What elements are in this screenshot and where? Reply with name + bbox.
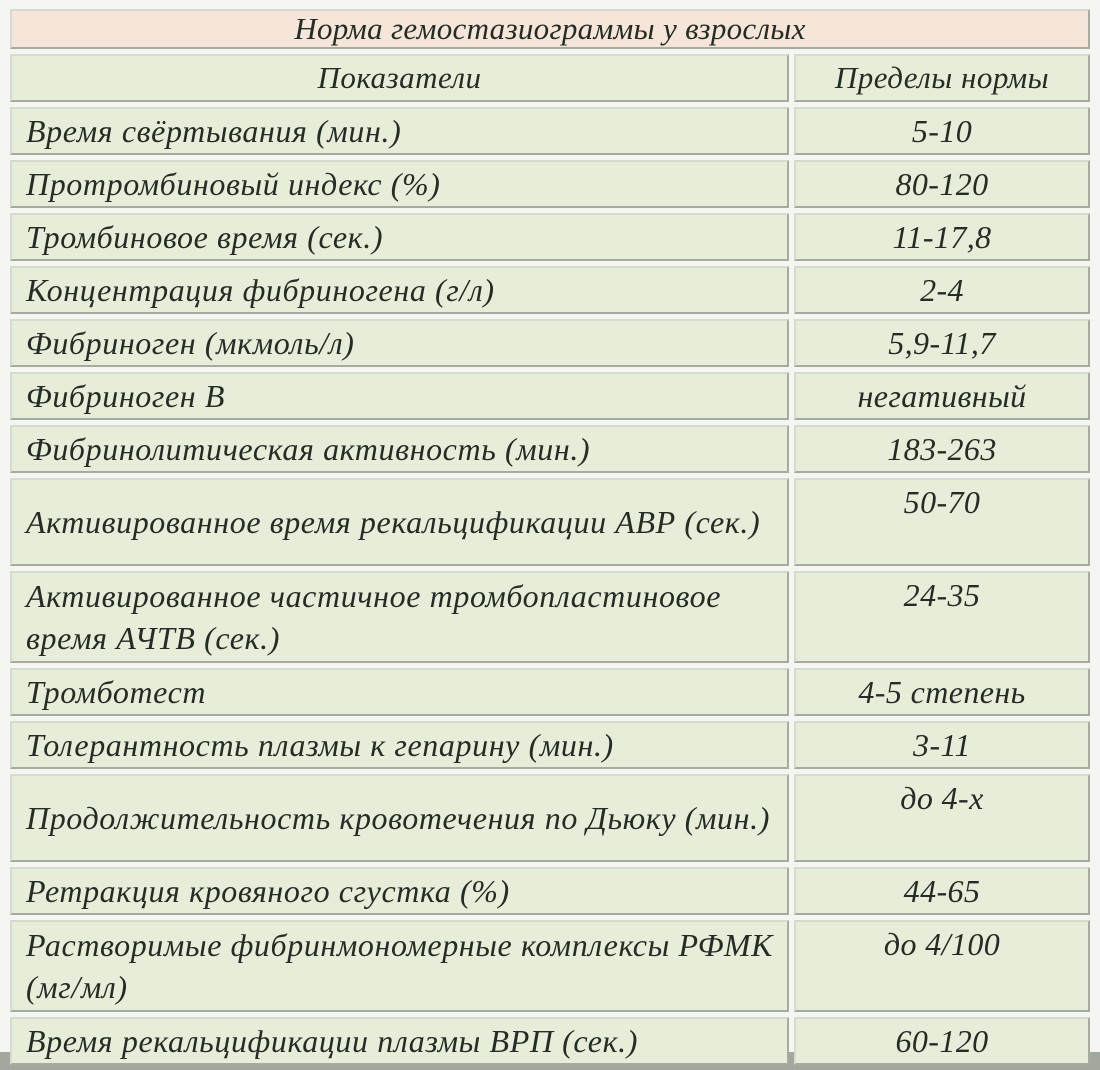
row-indicator-name: Ретракция кровяного сгустка (%) [10,867,789,915]
table-row [10,478,1090,566]
table-row [10,867,1090,915]
row-indicator-name: Протромбиновый индекс (%) [10,160,789,208]
row-norm-value: 183-263 [794,425,1090,473]
table-row [10,1017,1090,1065]
column-header-norm-limits: Пределы нормы [794,54,1090,102]
row-norm-value: 5-10 [794,107,1090,155]
table-row [10,319,1090,367]
row-indicator-name: Концентрация фибриногена (г/л) [10,266,789,314]
table-title: Норма гемостазиограммы у взрослых [10,9,1090,49]
row-indicator-name: Толерантность плазмы к гепарину (мин.) [10,721,789,769]
column-header-indicators: Показатели [10,54,789,102]
row-indicator-name: Тромбиновое время (сек.) [10,213,789,261]
table-row [10,920,1090,1012]
row-norm-value: 11-17,8 [794,213,1090,261]
table-row [10,372,1090,420]
table-row [10,213,1090,261]
row-indicator-name: Фибриноген В [10,372,789,420]
table-row [10,774,1090,862]
row-indicator-name: Фибриноген (мкмоль/л) [10,319,789,367]
row-norm-value: негативный [794,372,1090,420]
row-norm-value: до 4/100 [794,920,1090,1012]
row-indicator-name: Время рекальцификации плазмы ВРП (сек.) [10,1017,789,1065]
row-indicator-name: Растворимые фибринмономерные комплексы РФМК (мг/мл) [10,920,789,1012]
table-row [10,266,1090,314]
hemostasis-norms-table [5,4,1095,1070]
row-norm-value: 3-11 [794,721,1090,769]
table-row [10,160,1090,208]
row-norm-value: 5,9-11,7 [794,319,1090,367]
row-norm-value: 24-35 [794,571,1090,663]
row-norm-value: 44-65 [794,867,1090,915]
row-norm-value: 4-5 степень [794,668,1090,716]
title-row [10,9,1090,49]
row-norm-value: 80-120 [794,160,1090,208]
row-indicator-name: Активированное время рекальцификации АВР (сек.) [10,478,789,566]
row-indicator-name: Время свёртывания (мин.) [10,107,789,155]
row-norm-value: 2-4 [794,266,1090,314]
row-indicator-name: Фибринолитическая активность (мин.) [10,425,789,473]
row-indicator-name: Продолжительность кровотечения по Дьюку (мин.) [10,774,789,862]
table-row [10,425,1090,473]
header-row [10,54,1090,102]
row-norm-value: 60-120 [794,1017,1090,1065]
row-indicator-name: Активированное частичное тромбопластиновое время АЧТВ (сек.) [10,571,789,663]
table-row [10,721,1090,769]
table-row [10,107,1090,155]
row-norm-value: 50-70 [794,478,1090,566]
row-indicator-name: Тромботест [10,668,789,716]
row-norm-value: до 4-х [794,774,1090,862]
table-row [10,571,1090,663]
table-row [10,668,1090,716]
